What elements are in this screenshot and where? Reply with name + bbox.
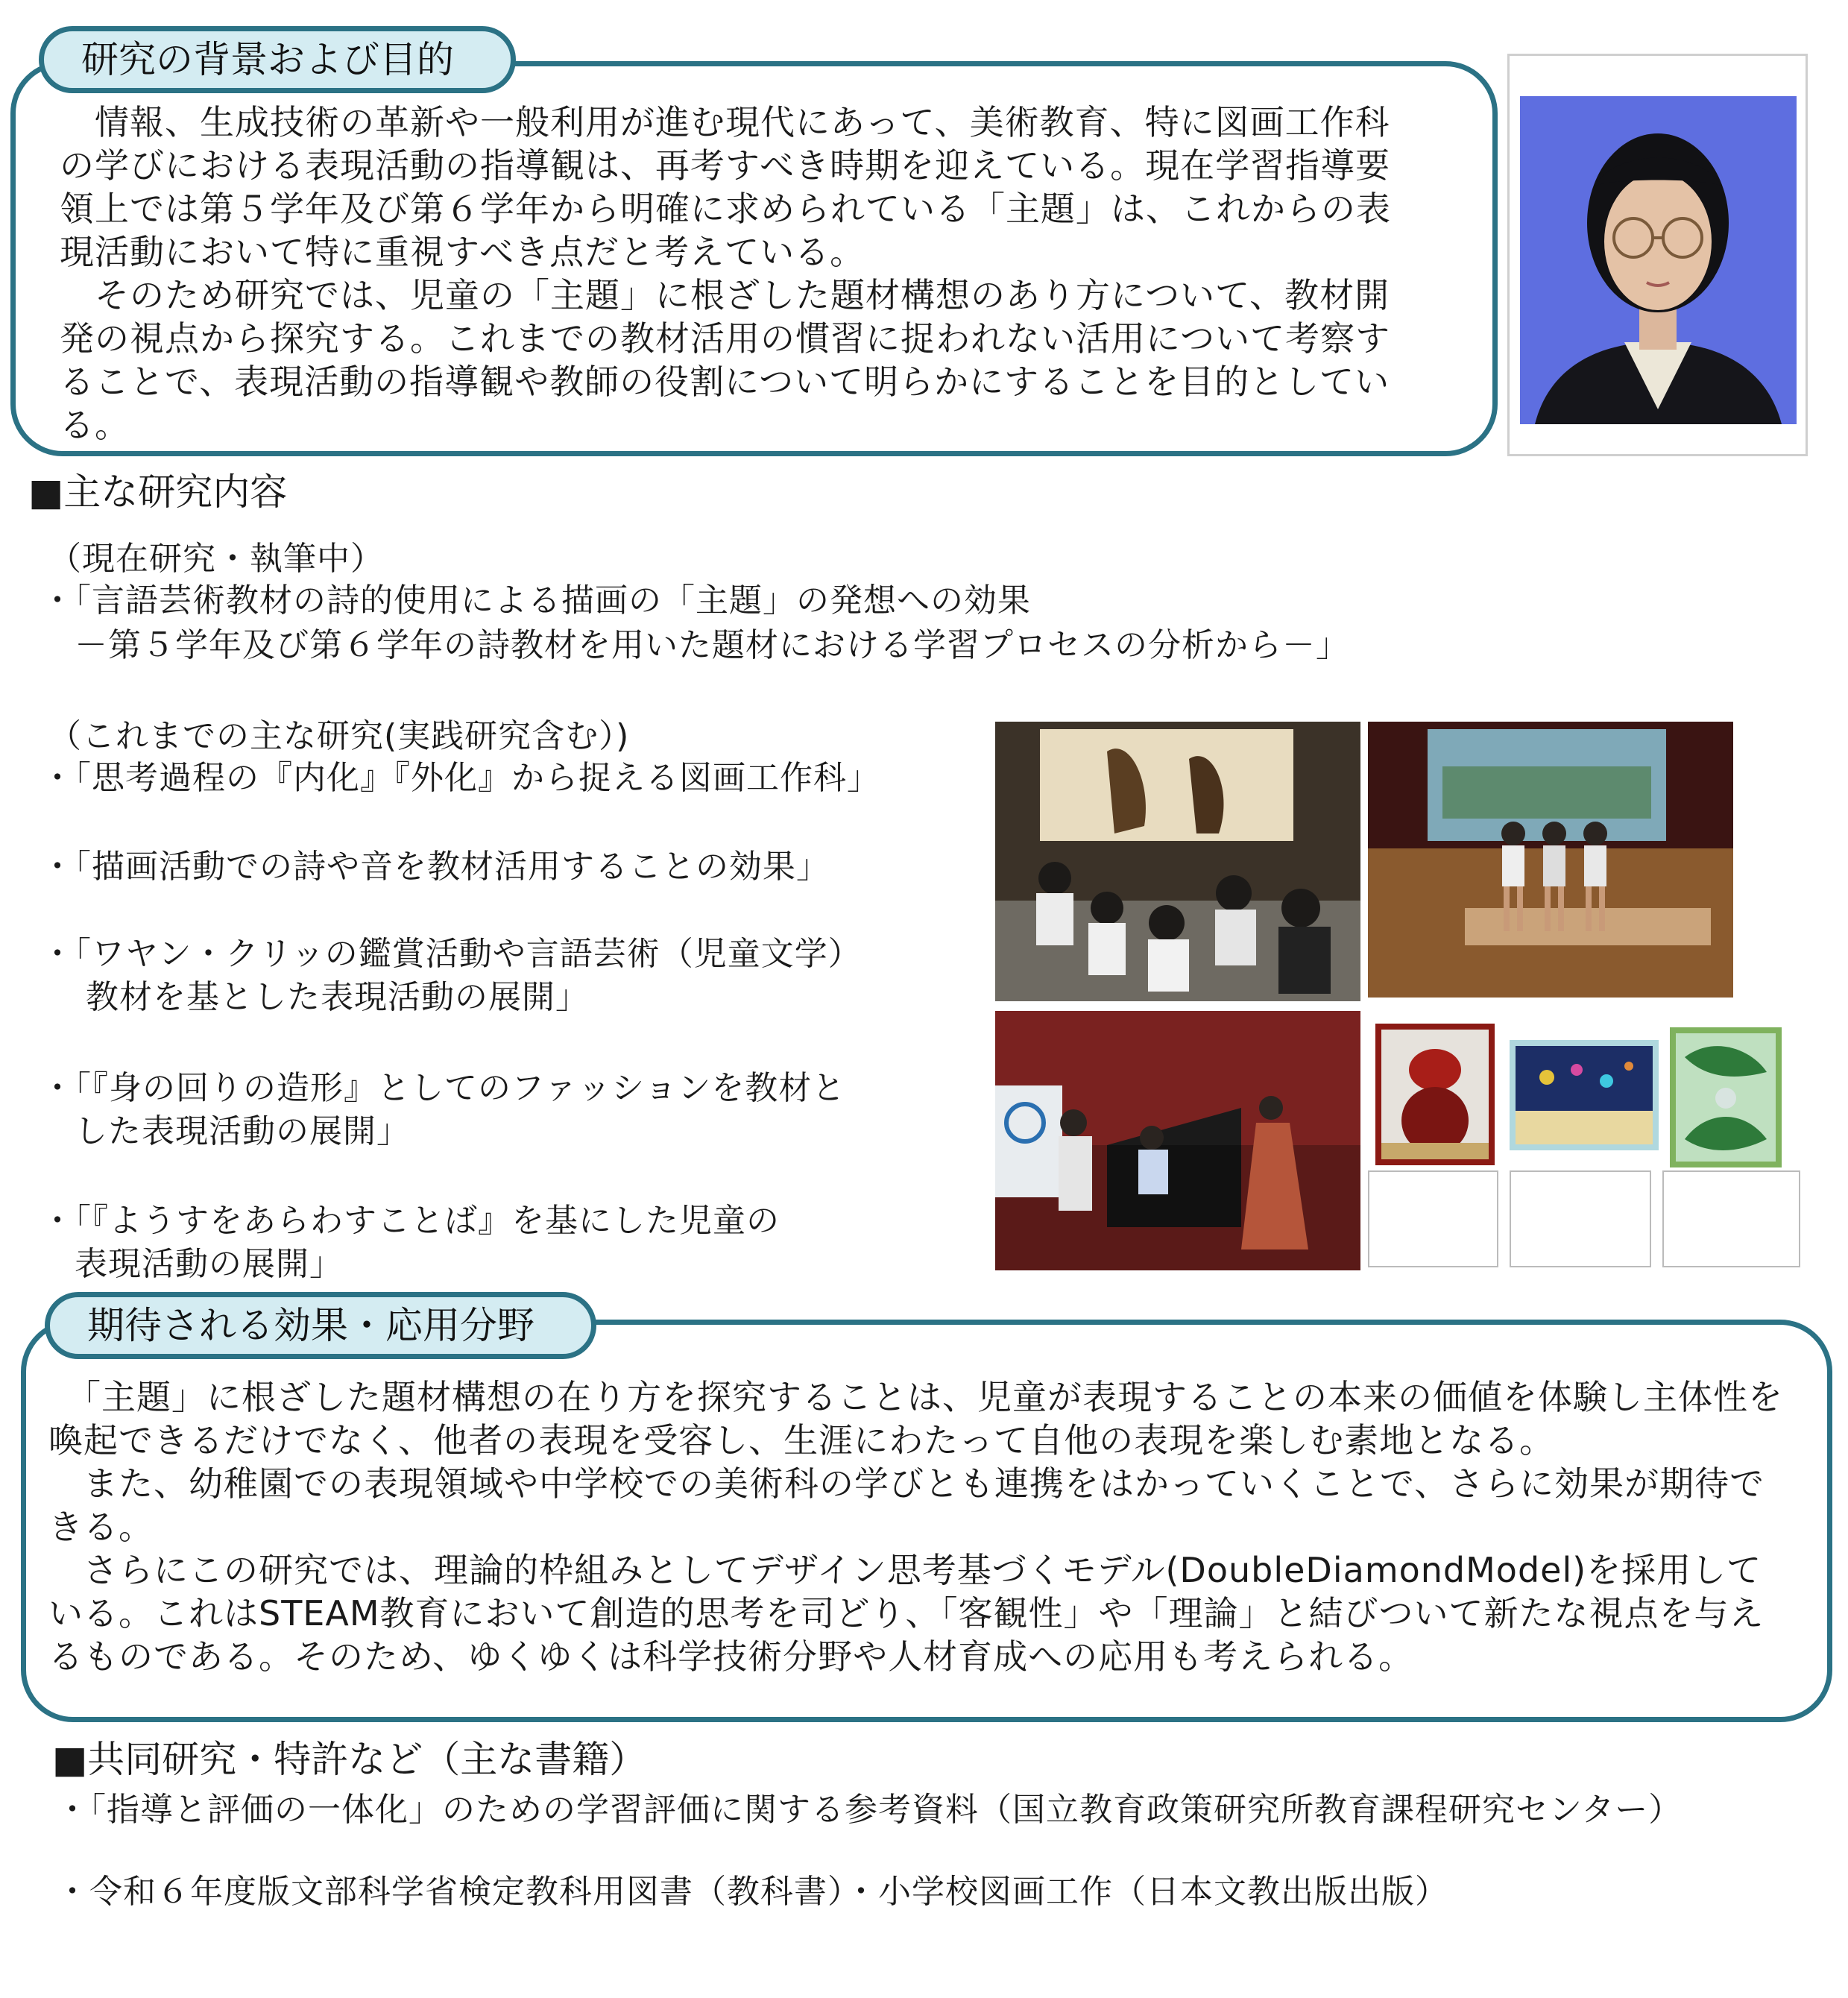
background-paragraph-1: 情報、生成技術の革新や一般利用が進む現代にあって、美術教育、特に図画工作科の学びにおける表現活動の指導観は、再考すべき時期を迎えている。現在学習指導要領上では第５学年及び第６学年から明確に求められている「主題」は、これからの表現活動において特に重視すべき点だと考えている。	[60, 102, 1391, 272]
artwork-poem-card-2	[1510, 1170, 1651, 1267]
research-current-item-2: －第５学年及び第６学年の詩教材を用いた題材における学習プロセスの分析から－」	[41, 626, 1349, 664]
effects-paragraph-3: さらにこの研究では、理論的枠組みとしてデザイン思考基づくモデル(DoubleDiamondModel)を採用している。これはSTEAM教育において創造的思考を司どり、「客観性」や「理論」と結びついて新たな視点を与えるものである。そのため、ゆくゆくは科学技術分野や人材育成への応用も考えられる。	[48, 1550, 1765, 1677]
photo-fashion-show	[1368, 722, 1733, 998]
artwork-poem-card-1	[1368, 1170, 1498, 1267]
research-past-item-1: ・「思考過程の『内化』『外化』から捉える図画工作科」	[41, 759, 880, 797]
portrait-photo	[1520, 96, 1797, 424]
joint-item-2: ・令和６年度版文部科学省検定教科用図書（教科書）・小学校図画工作（日本文教出版出版）	[56, 1873, 1448, 1911]
research-current-label: （現在研究・執筆中）	[48, 540, 384, 578]
research-past-item-4a: ・「『身の回りの造形』としてのファッションを教材と	[41, 1069, 846, 1107]
photo-shadow-puppet	[995, 722, 1360, 1001]
research-past-item-3a: ・「ワヤン・クリッの鑑賞活動や言語芸術（児童文学）	[41, 935, 862, 973]
research-past-item-2: ・「描画活動での詩や音を教材活用することの効果」	[41, 848, 830, 886]
research-past-item-3b: 教材を基とした表現活動の展開」	[41, 978, 589, 1016]
joint-heading: ■共同研究・特許など（主な書籍）	[52, 1738, 647, 1781]
research-heading: ■主な研究内容	[28, 470, 288, 514]
effects-text	[48, 1375, 1785, 1678]
effects-title: 期待される効果・応用分野	[45, 1292, 596, 1359]
artwork-poem-card-3	[1662, 1170, 1800, 1267]
effects-paragraph-2: また、幼稚園での表現領域や中学校での美術科の学びとも連携をはかっていくことで、さらに効果が期待できる。	[48, 1463, 1765, 1547]
research-past-item-5a: ・「『ようすをあらわすことば』を基にした児童の	[41, 1202, 780, 1240]
research-past-label: （これまでの主な研究(実践研究含む）)	[48, 717, 630, 755]
research-past-item-4b: した表現活動の展開」	[41, 1112, 410, 1150]
research-past-item-5b: 表現活動の展開」	[41, 1245, 343, 1283]
artwork-night-sky	[1510, 1040, 1659, 1150]
portrait-frame	[1507, 54, 1808, 456]
effects-paragraph-1: 「主題」に根ざした題材構想の在り方を探究することは、児童が表現することの本来の価値を体験し主体性を喚起できるだけでなく、他者の表現を受容し、生涯にわたって自他の表現を楽しむ素地となる。	[48, 1377, 1783, 1460]
photo-piano-performance	[995, 1011, 1360, 1270]
background-text	[60, 101, 1424, 447]
background-paragraph-2: そのため研究では、児童の「主題」に根ざした題材構想のあり方について、教材開発の視点から探究する。これまでの教材活用の慣習に捉われない活用について考察することで、表現活動の指導観や教師の役割について明らかにすることを目的としている。	[60, 275, 1391, 445]
artwork-green-leaves	[1670, 1027, 1782, 1167]
background-title: 研究の背景および目的	[39, 26, 516, 93]
research-current-item-1: ・「言語芸術教材の詩的使用による描画の「主題」の発想への効果	[41, 582, 1031, 620]
artwork-red-figure	[1375, 1024, 1495, 1165]
joint-item-1: ・「指導と評価の一体化」のための学習評価に関する参考資料（国立教育政策研究所教育課程研究センター）	[56, 1791, 1683, 1829]
